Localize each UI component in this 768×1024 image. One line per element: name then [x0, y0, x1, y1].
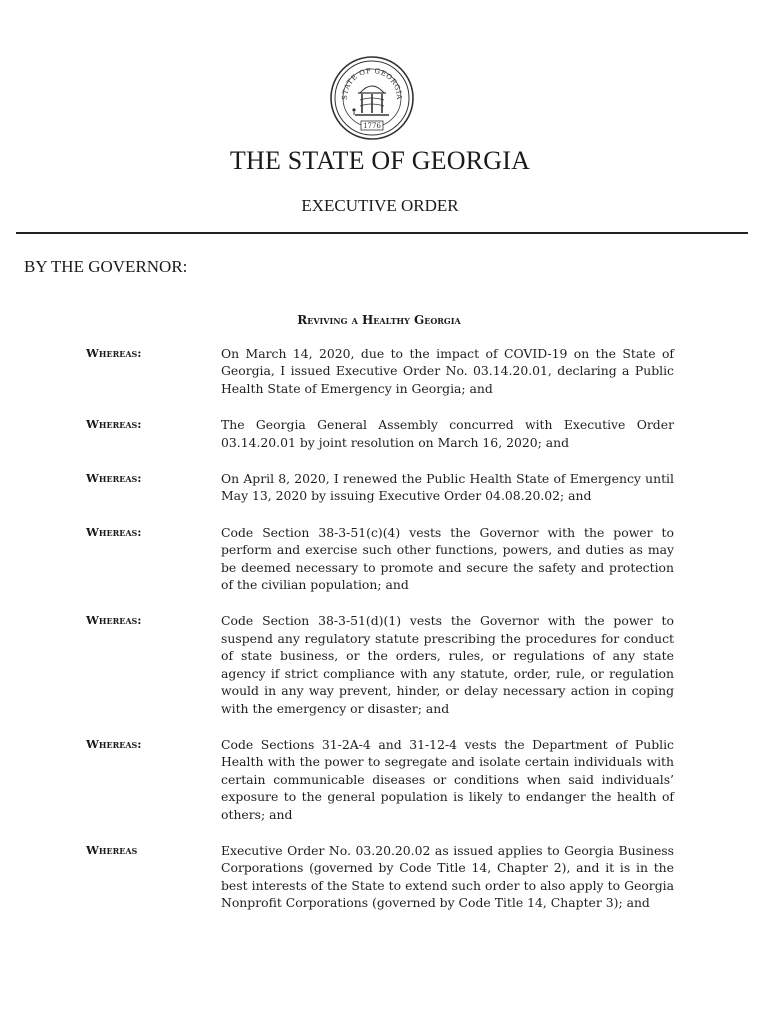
whereas-clauses — [0, 345, 768, 931]
whereas-clause — [0, 612, 768, 716]
whereas-clause — [0, 470, 768, 505]
order-name: Reviving a Healthy Georgia — [297, 313, 461, 327]
whereas-clause — [0, 416, 768, 451]
header-divider — [16, 232, 748, 234]
whereas-clause — [0, 842, 768, 912]
state-title: THE STATE OF GEORGIA — [229, 146, 531, 175]
seal-year: 1776 — [363, 122, 381, 130]
clause-label: Whereas: — [86, 613, 142, 628]
clause-label: Whereas: — [86, 417, 142, 432]
whereas-clause — [0, 524, 768, 594]
seal-top-text: STATE OF GEORGIA — [340, 66, 404, 101]
whereas-clause — [0, 736, 768, 823]
clause-text: On March 14, 2020, due to the impact of COVID-19 on the State of Georgia, I issued Executive Order No. 03.14.20.01, declaring a Public Health State of Emergency in Georgia; and — [221, 346, 674, 396]
seal-graphic — [327, 55, 417, 141]
clause-label: Whereas: — [86, 524, 142, 539]
clause-text: Executive Order No. 03.20.20.02 as issued applies to Georgia Business Corporations (governed by Code Title 14, Chapter 2), and it is in the best interests of the State to extend such order to also apply to Georgia Nonprofit Corporations (governed by Code Title 14, Chapter 3); and — [221, 842, 674, 911]
whereas-clause — [0, 345, 768, 397]
clause-text: Code Section 38-3-51(d)(1) vests the Governor with the power to suspend any regulatory statute prescribing the procedures for conduct of state business, or the orders, rules, or regulations of any state agency if strict compliance with any statute, order, rule, or regulation would in any way prevent, hinder, or delay necessary action in coping with the emergency or disaster; and — [221, 613, 674, 716]
georgia-state-seal-icon — [327, 55, 417, 141]
clause-text: On April 8, 2020, I renewed the Public Health State of Emergency until May 13, 2020 by issuing Executive Order 04.08.20.02; and — [221, 471, 674, 504]
clause-label: Whereas — [86, 842, 138, 857]
governor-line: BY THE GOVERNOR: — [24, 257, 188, 276]
clause-label: Whereas: — [86, 346, 142, 360]
clause-label: Whereas: — [86, 736, 142, 751]
clause-label: Whereas: — [86, 471, 142, 486]
executive-order-title: EXECUTIVE ORDER — [301, 196, 459, 215]
clause-text: Code Sections 31-2A-4 and 31-12-4 vests the Department of Public Health with the power to segregate and isolate certain individuals with certain communicable diseases or conditions when said individuals’ exposure to the general population is likely to endanger the health of others; and — [221, 736, 674, 822]
clause-text: Code Section 38-3-51(c)(4) vests the Governor with the power to perform and exercise such other functions, powers, and duties as may be deemed necessary to promote and secure the safety and protection of the civilian population; and — [221, 524, 674, 593]
clause-text: The Georgia General Assembly concurred with Executive Order 03.14.20.01 by joint resolution on March 16, 2020; and — [221, 417, 674, 450]
